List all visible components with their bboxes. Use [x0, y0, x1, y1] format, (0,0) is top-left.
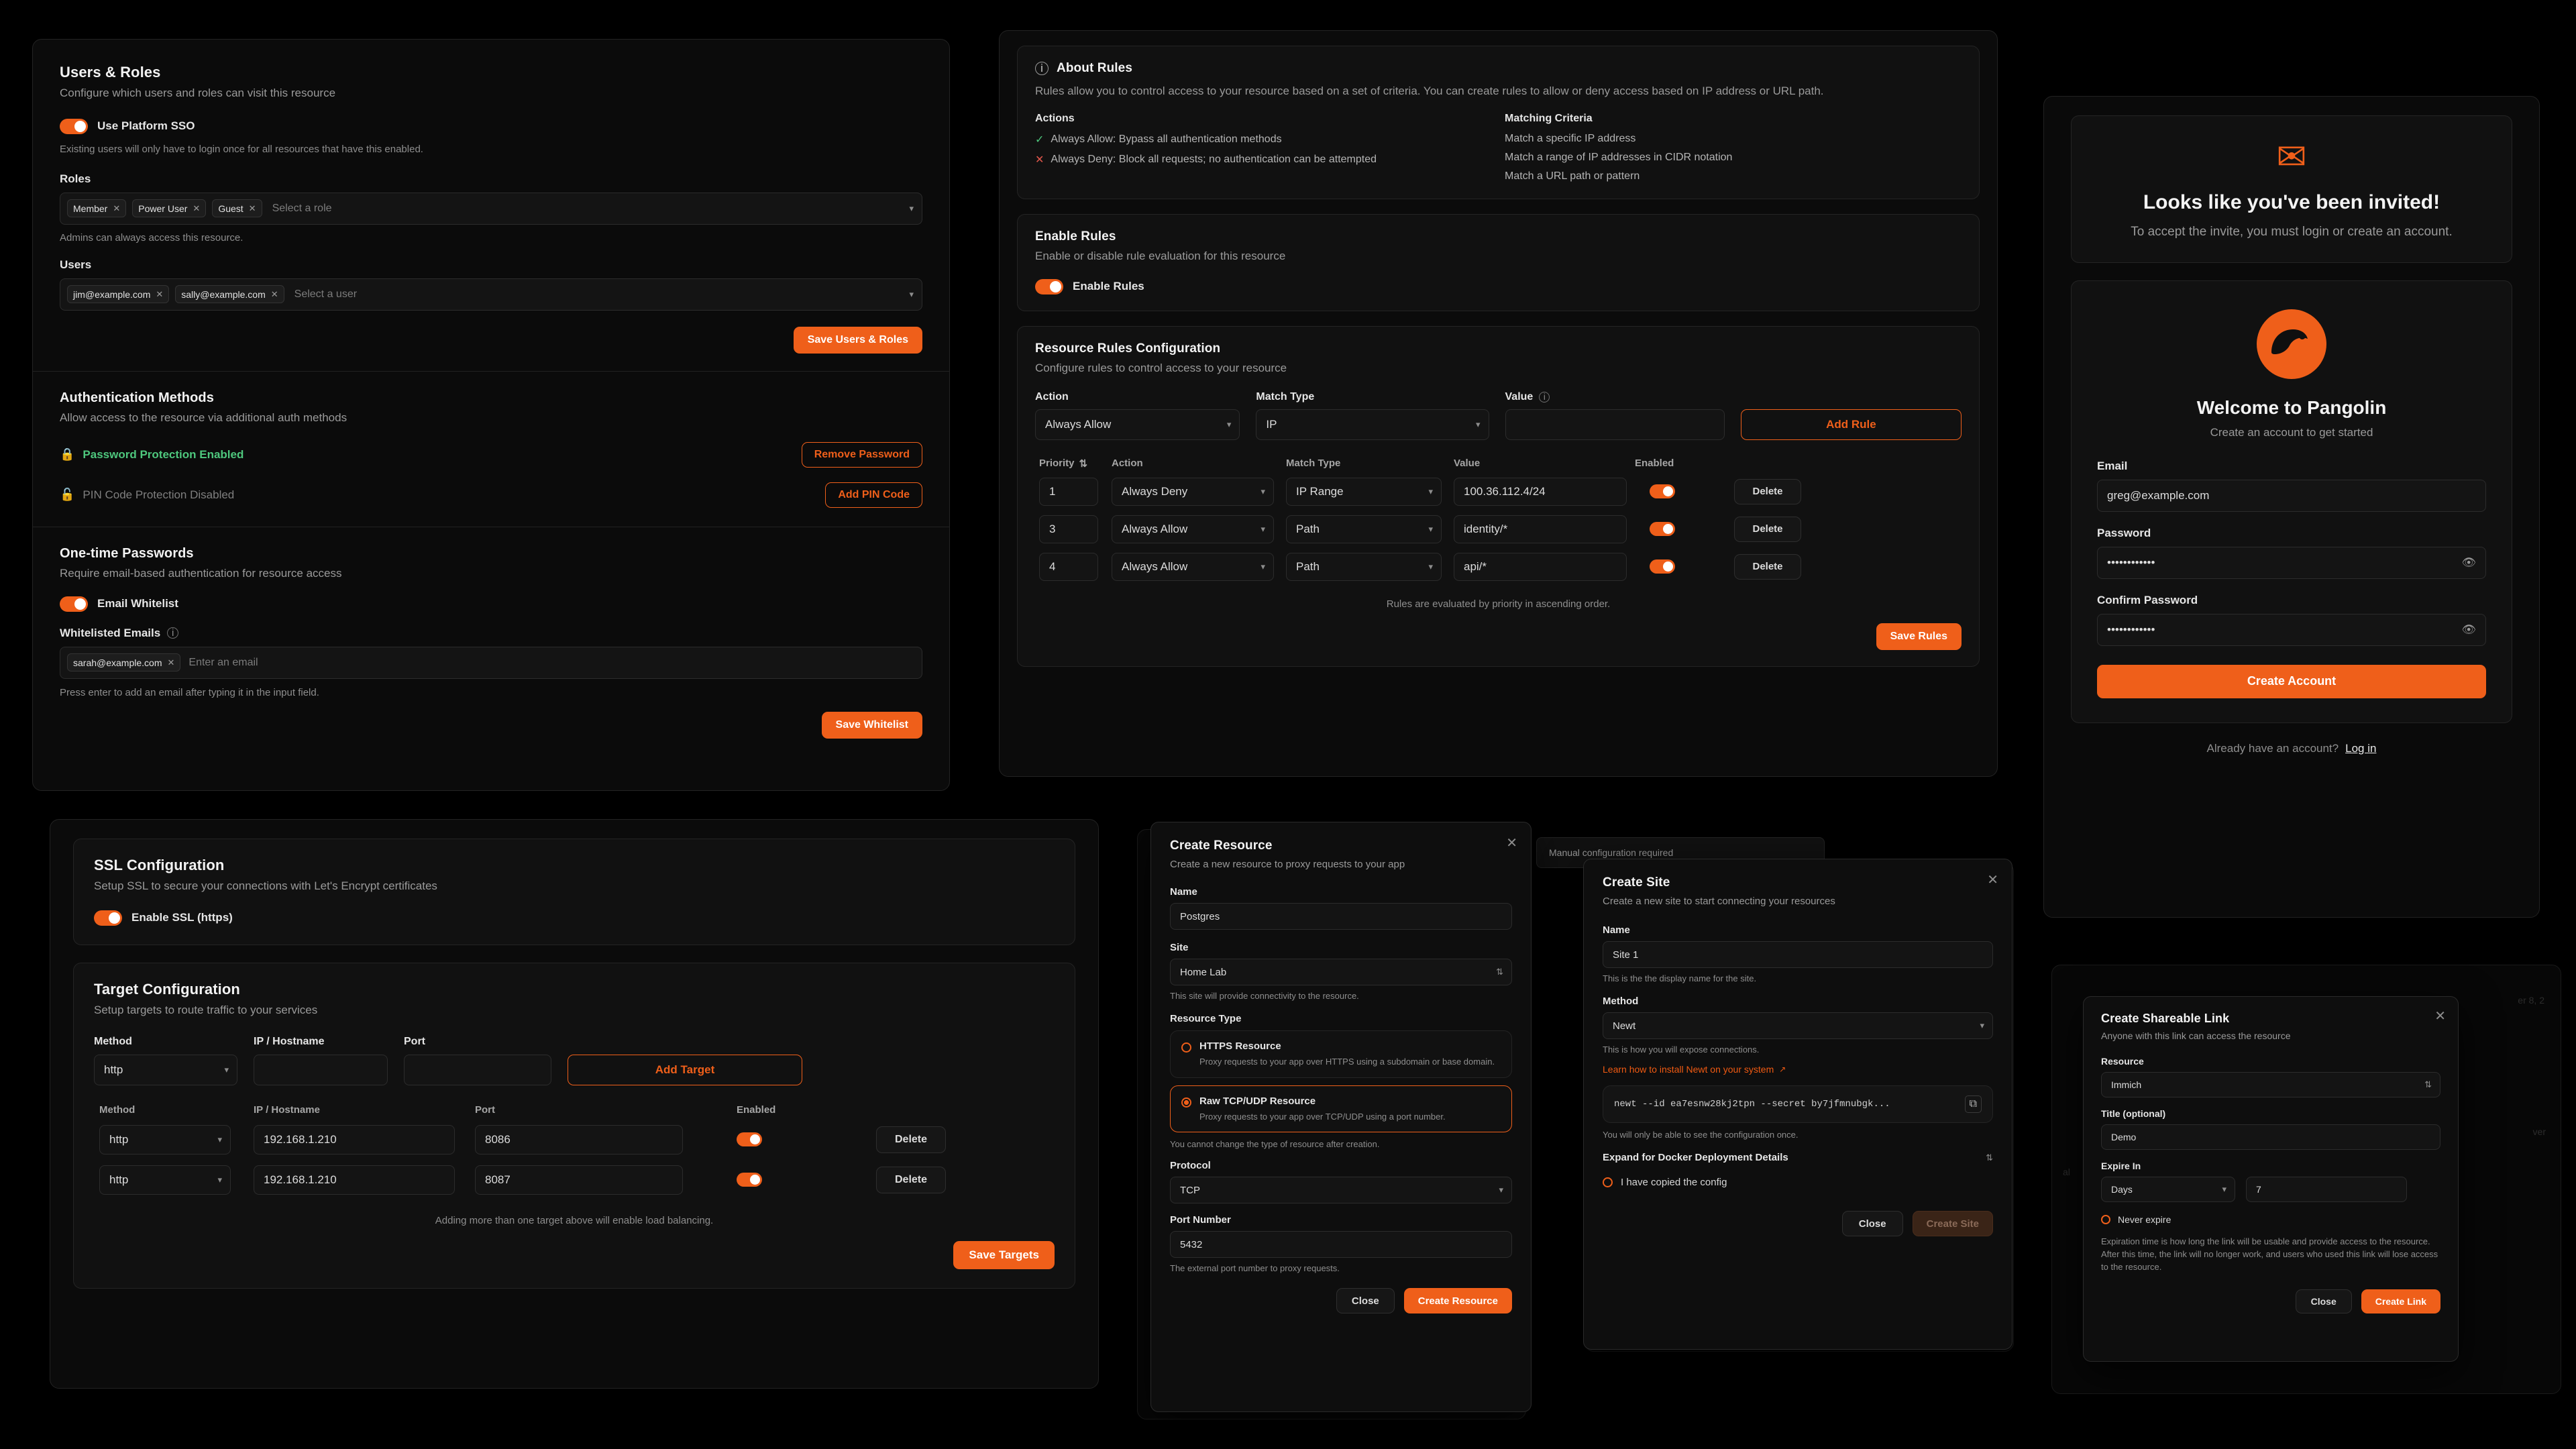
target-port-input[interactable]: 8087: [475, 1165, 683, 1195]
row-delete-button[interactable]: Delete: [1734, 517, 1801, 542]
close-button[interactable]: Close: [1842, 1211, 1903, 1236]
manual-config-text: Manual configuration required: [1549, 847, 1674, 858]
chevron-down-icon[interactable]: ▾: [2222, 1183, 2226, 1194]
site-name-input[interactable]: Site 1: [1603, 941, 1993, 968]
row-value-input[interactable]: 100.36.112.4/24: [1454, 478, 1627, 506]
protocol-label: Protocol: [1170, 1160, 1211, 1172]
share-link-title: Create Shareable Link: [2101, 1012, 2230, 1025]
chevron-down-icon[interactable]: ▾: [1475, 419, 1481, 429]
expand-docker-row[interactable]: [1603, 1152, 1993, 1163]
target-method-select[interactable]: http ▾: [99, 1125, 231, 1155]
add-target-button[interactable]: Add Target: [568, 1055, 802, 1085]
column-enabled: Enabled: [1635, 458, 1674, 470]
roles-select[interactable]: [60, 193, 922, 225]
table-row: [94, 1125, 1055, 1155]
create-site-button[interactable]: Create Site: [1913, 1211, 1993, 1236]
sort-icon[interactable]: ⇅: [1079, 458, 1088, 470]
create-resource-title: Create Resource: [1170, 839, 1273, 853]
create-resource-button[interactable]: Create Resource: [1404, 1288, 1512, 1313]
users-placeholder: Select a user: [294, 288, 358, 300]
whitelist-hint: Press enter to add an email after typing it in the input field.: [60, 686, 319, 698]
row-action-select[interactable]: Always Deny ▾: [1112, 478, 1274, 506]
users-roles-subtitle: Configure which users and roles can visit this resource: [60, 87, 336, 99]
create-resource-modal: [1150, 822, 1532, 1412]
save-whitelist-button[interactable]: Save Whitelist: [822, 712, 922, 739]
ssl-toggle-label: Enable SSL (https): [131, 911, 233, 924]
resource-site-hint: This site will provide connectivity to the resource.: [1170, 991, 1359, 1002]
sso-label: Use Platform SSO: [97, 119, 195, 133]
rules-panel: [999, 30, 1998, 777]
already-account-text: Already have an account?: [2206, 741, 2339, 755]
invite-card: [2071, 115, 2512, 263]
about-rules-card: [1017, 46, 1980, 199]
row-match-select[interactable]: IP Range ▾: [1286, 478, 1442, 506]
action-allow-text: Always Allow: Bypass all authentication methods: [1051, 133, 1282, 145]
copied-config-label: I have copied the config: [1621, 1177, 1727, 1189]
column-priority[interactable]: Priority ⇅: [1039, 458, 1088, 470]
info-icon: i: [1035, 62, 1049, 75]
row-value-input[interactable]: identity/*: [1454, 515, 1627, 543]
ssl-title: SSL Configuration: [94, 857, 225, 873]
resource-type-option-tcp[interactable]: [1170, 1085, 1512, 1133]
column-match-type: Match Type: [1286, 458, 1341, 470]
authentication-methods-card: [33, 372, 949, 527]
target-enabled-toggle[interactable]: [737, 1132, 762, 1146]
port-number-hint: The external port number to proxy requests.: [1170, 1263, 1340, 1274]
port-number-input[interactable]: 5432: [1170, 1231, 1512, 1258]
lock-icon: 🔒: [60, 447, 75, 462]
target-method-select[interactable]: http ▾: [99, 1165, 231, 1195]
user-tag[interactable]: jim@example.com ✕: [67, 285, 169, 303]
create-site-title: Create Site: [1603, 875, 1670, 890]
share-link-subtitle: Anyone with this link can access the resource: [2101, 1030, 2291, 1041]
remove-tag-icon[interactable]: ✕: [270, 288, 278, 299]
column-action: Action: [1112, 458, 1143, 470]
invite-headline: Looks like you've been invited!: [2143, 191, 2440, 213]
expire-in-label: Expire In: [2101, 1160, 2141, 1171]
expand-docker-label: Expand for Docker Deployment Details: [1603, 1152, 1788, 1164]
role-tag[interactable]: Power User ✕: [132, 199, 206, 217]
remove-password-button[interactable]: Remove Password: [802, 442, 922, 468]
enable-rules-toggle-row[interactable]: [1035, 279, 1962, 294]
row-enabled-toggle[interactable]: [1650, 522, 1675, 536]
welcome-subtitle: Create an account to get started: [2210, 425, 2373, 439]
new-rule-match-label: Match Type: [1256, 390, 1315, 402]
eye-icon[interactable]: 👁: [2461, 623, 2476, 636]
resource-type-option-https[interactable]: [1170, 1030, 1512, 1078]
new-rule-action-label: Action: [1035, 390, 1069, 402]
new-rule-value-input[interactable]: [1505, 409, 1725, 440]
close-icon[interactable]: ✕: [1987, 873, 1998, 888]
resource-type-label: Resource Type: [1170, 1013, 1242, 1025]
close-icon[interactable]: ✕: [2434, 1009, 2446, 1024]
one-time-passwords-card: [33, 527, 949, 759]
new-rule-value-label: Value: [1505, 390, 1534, 402]
create-site-modal: [1583, 859, 2012, 1350]
port-number-label: Port Number: [1170, 1214, 1231, 1226]
confirm-password-label: Confirm Password: [2097, 593, 2198, 606]
new-target-method-label: Method: [94, 1035, 132, 1047]
chevron-updown-icon[interactable]: ⇅: [2424, 1079, 2432, 1089]
save-rules-button[interactable]: Save Rules: [1876, 623, 1962, 650]
row-match-select[interactable]: Path ▾: [1286, 553, 1442, 581]
option-tcp-title: Raw TCP/UDP Resource: [1199, 1095, 1316, 1107]
save-users-roles-button[interactable]: Save Users & Roles: [794, 327, 922, 354]
otp-subtitle: Require email-based authentication for resource access: [60, 566, 342, 580]
welcome-title: Welcome to Pangolin: [2196, 396, 2387, 418]
pangolin-logo-icon: [2251, 304, 2332, 384]
chevron-down-icon[interactable]: ▾: [1980, 1020, 1984, 1031]
criteria-item: Match a range of IP addresses in CIDR notation: [1505, 151, 1733, 163]
targets-subtitle: Setup targets to route traffic to your services: [94, 1003, 318, 1016]
new-target-port-input[interactable]: [404, 1055, 551, 1085]
column-port: Port: [475, 1104, 495, 1116]
target-delete-button[interactable]: Delete: [876, 1167, 946, 1193]
enable-rules-subtitle: Enable or disable rule evaluation for this resource: [1035, 249, 1286, 262]
expire-unit-select[interactable]: Days ▾: [2101, 1177, 2235, 1202]
resource-type-hint: You cannot change the type of resource after creation.: [1170, 1139, 1380, 1150]
close-button[interactable]: Close: [1336, 1288, 1395, 1313]
table-row: [1035, 515, 1962, 543]
row-priority-input[interactable]: 4: [1039, 553, 1098, 581]
chevron-down-icon[interactable]: ▾: [217, 1134, 222, 1144]
row-priority-input[interactable]: 3: [1039, 515, 1098, 543]
otp-title: One-time Passwords: [60, 545, 194, 561]
ssl-toggle[interactable]: [94, 910, 122, 926]
site-name-hint: This is the the display name for the site.: [1603, 973, 1757, 984]
sso-toggle[interactable]: [60, 119, 88, 134]
newt-command-box[interactable]: [1603, 1085, 1993, 1123]
resource-name-label: Name: [1170, 886, 1197, 898]
users-roles-title: Users & Roles: [60, 64, 161, 80]
target-enabled-toggle[interactable]: [737, 1173, 762, 1187]
site-method-select[interactable]: Newt ▾: [1603, 1012, 1993, 1039]
share-resource-select[interactable]: Immich ⇅: [2101, 1072, 2440, 1097]
chevron-down-icon[interactable]: ▾: [1499, 1185, 1503, 1195]
email-field[interactable]: greg@example.com: [2097, 480, 2486, 512]
resource-auth-panel: [32, 39, 950, 791]
row-enabled-toggle[interactable]: [1650, 559, 1675, 574]
share-resource-label: Resource: [2101, 1055, 2144, 1067]
remove-tag-icon[interactable]: ✕: [113, 203, 121, 213]
password-field[interactable]: •••••••••••• 👁: [2097, 547, 2486, 579]
target-port-input[interactable]: 8086: [475, 1125, 683, 1155]
login-link[interactable]: Log in: [2345, 741, 2377, 755]
never-expire-label: Never expire: [2118, 1214, 2171, 1225]
mail-icon: ✉: [2276, 137, 2307, 177]
criteria-item: Match a specific IP address: [1505, 132, 1636, 144]
new-target-port-label: Port: [404, 1035, 425, 1047]
target-configuration-card: [73, 963, 1075, 1289]
row-delete-button[interactable]: Delete: [1734, 479, 1801, 504]
share-title-label: Title (optional): [2101, 1108, 2166, 1119]
criteria-item: Match a URL path or pattern: [1505, 170, 1640, 182]
protocol-select[interactable]: TCP ▾: [1170, 1177, 1512, 1203]
targets-title: Target Configuration: [94, 980, 240, 998]
share-title-input[interactable]: Demo: [2101, 1124, 2440, 1150]
action-deny-text: Always Deny: Block all requests; no authentication can be attempted: [1051, 153, 1377, 165]
chevron-down-icon[interactable]: ▾: [1226, 419, 1232, 429]
users-label: Users: [60, 258, 92, 271]
row-value-input[interactable]: api/*: [1454, 553, 1627, 581]
invite-body: To accept the invite, you must login or create an account.: [2131, 225, 2453, 239]
email-placeholder: Enter an email: [189, 656, 258, 668]
row-match-select[interactable]: Path ▾: [1286, 515, 1442, 543]
email-whitelist-label: Email Whitelist: [97, 597, 178, 610]
email-tag[interactable]: sarah@example.com ✕: [67, 653, 180, 672]
enable-rules-toggle[interactable]: [1035, 279, 1063, 294]
new-target-ip-label: IP / Hostname: [254, 1035, 325, 1047]
password-label: Password: [2097, 526, 2151, 539]
pin-status: PIN Code Protection Disabled: [83, 488, 235, 501]
enable-rules-card: [1017, 214, 1980, 311]
create-link-button[interactable]: Create Link: [2361, 1289, 2440, 1313]
radio-https[interactable]: [1181, 1042, 1191, 1053]
chevron-down-icon[interactable]: ▾: [909, 203, 914, 213]
backdrop-text: ver: [2532, 1126, 2546, 1137]
check-icon: ✓: [1035, 133, 1044, 146]
external-link-icon[interactable]: ↗: [1779, 1065, 1786, 1075]
create-resource-subtitle: Create a new resource to proxy requests to your app: [1170, 859, 1405, 870]
close-button[interactable]: Close: [2296, 1289, 2352, 1313]
invite-panel: [2043, 96, 2540, 918]
confirm-password-field[interactable]: •••••••••••• 👁: [2097, 614, 2486, 646]
target-ip-input[interactable]: 192.168.1.210: [254, 1165, 455, 1195]
actions-title: Actions: [1035, 112, 1075, 124]
close-icon[interactable]: ✕: [1506, 836, 1517, 851]
newt-command-hint: You will only be able to see the configuration once.: [1603, 1130, 1799, 1140]
auth-methods-title: Authentication Methods: [60, 390, 214, 405]
remove-tag-icon[interactable]: ✕: [248, 203, 256, 213]
save-targets-button[interactable]: Save Targets: [953, 1241, 1055, 1269]
roles-hint: Admins can always access this resource.: [60, 231, 244, 244]
new-rule-action-select[interactable]: Always Allow ▾: [1035, 409, 1240, 440]
create-site-subtitle: Create a new site to start connecting your resources: [1603, 896, 1835, 907]
resource-site-label: Site: [1170, 942, 1189, 954]
email-whitelist-toggle-row[interactable]: [60, 596, 922, 612]
resource-name-input[interactable]: Postgres: [1170, 903, 1512, 930]
site-method-label: Method: [1603, 996, 1639, 1008]
row-enabled-toggle[interactable]: [1650, 484, 1675, 498]
rules-config-subtitle: Configure rules to control access to your resource: [1035, 361, 1287, 374]
radio-copied-config[interactable]: [1603, 1177, 1613, 1187]
rules-footnote: Rules are evaluated by priority in ascending order.: [1386, 598, 1611, 610]
whitelist-input[interactable]: [60, 647, 922, 679]
email-whitelist-toggle[interactable]: [60, 596, 88, 612]
users-roles-card: [33, 40, 949, 371]
ssl-targets-panel: [50, 819, 1099, 1389]
learn-newt-link[interactable]: Learn how to install Newt on your system: [1603, 1064, 1774, 1075]
rules-config-title: Resource Rules Configuration: [1035, 341, 1221, 356]
site-name-label: Name: [1603, 924, 1630, 936]
site-method-hint: This is how you will expose connections.: [1603, 1044, 1760, 1055]
chevron-down-icon[interactable]: ▾: [224, 1064, 229, 1075]
targets-footnote: Adding more than one target above will enable load balancing.: [435, 1214, 714, 1226]
table-row: [94, 1165, 1055, 1195]
backdrop-text: er 8, 2: [2518, 995, 2544, 1006]
expire-amount-input[interactable]: 7: [2246, 1177, 2407, 1202]
chevron-down-icon[interactable]: ▾: [1428, 523, 1433, 534]
chevron-down-icon[interactable]: ▾: [1428, 561, 1433, 572]
ssl-toggle-row[interactable]: [94, 910, 1055, 926]
new-rule-match-select[interactable]: IP ▾: [1256, 409, 1489, 440]
column-value: Value: [1454, 458, 1481, 470]
target-delete-button[interactable]: Delete: [876, 1126, 946, 1153]
option-https-desc: Proxy requests to your app over HTTPS using a subdomain or base domain.: [1199, 1057, 1495, 1067]
remove-tag-icon[interactable]: ✕: [156, 288, 164, 299]
lock-open-icon: 🔓: [60, 488, 75, 502]
add-pin-code-button[interactable]: Add PIN Code: [825, 482, 922, 508]
chevron-down-icon[interactable]: ▾: [909, 288, 914, 299]
rules-configuration-card: [1017, 326, 1980, 667]
sso-toggle-row[interactable]: [60, 119, 922, 134]
copy-icon[interactable]: ⧉: [1965, 1095, 1982, 1113]
sso-hint: Existing users will only have to login once for all resources that have this enabled.: [60, 143, 423, 155]
option-https-title: HTTPS Resource: [1199, 1040, 1281, 1053]
copied-config-row[interactable]: [1603, 1177, 1993, 1188]
row-priority-input[interactable]: 1: [1039, 478, 1098, 506]
radio-tcp-udp[interactable]: [1181, 1097, 1191, 1108]
enable-rules-title: Enable Rules: [1035, 229, 1116, 244]
role-tag[interactable]: Guest ✕: [212, 199, 262, 217]
chevron-down-icon[interactable]: ▾: [217, 1174, 222, 1185]
chevron-down-icon[interactable]: ▾: [1260, 486, 1265, 496]
column-enabled: Enabled: [737, 1104, 776, 1116]
new-target-ip-input[interactable]: [254, 1055, 388, 1085]
table-row: [1035, 553, 1962, 581]
auth-methods-subtitle: Allow access to the resource via additional auth methods: [60, 411, 347, 424]
chevron-down-icon[interactable]: ▾: [1260, 561, 1265, 572]
target-ip-input[interactable]: 192.168.1.210: [254, 1125, 455, 1155]
new-target-method-select[interactable]: http ▾: [94, 1055, 237, 1085]
row-action-select[interactable]: Always Allow ▾: [1112, 515, 1274, 543]
ssl-configuration-card: [73, 839, 1075, 945]
add-rule-button[interactable]: Add Rule: [1741, 409, 1962, 440]
remove-tag-icon[interactable]: ✕: [193, 203, 201, 213]
whitelisted-emails-label: Whitelisted Emails: [60, 626, 161, 639]
roles-label: Roles: [60, 172, 91, 185]
users-select[interactable]: [60, 278, 922, 311]
row-delete-button[interactable]: Delete: [1734, 554, 1801, 580]
criteria-title: Matching Criteria: [1505, 112, 1593, 124]
enable-rules-label: Enable Rules: [1073, 280, 1144, 293]
email-label: Email: [2097, 459, 2128, 472]
column-ip: IP / Hostname: [254, 1104, 320, 1116]
newt-command-text: newt --id ea7esnw28kj2tpn --secret by7jfmnubgk...: [1614, 1099, 1890, 1110]
chevron-down-icon[interactable]: ▾: [1260, 523, 1265, 534]
about-rules-title: About Rules: [1057, 61, 1132, 75]
cross-icon: ✕: [1035, 154, 1044, 166]
remove-tag-icon[interactable]: ✕: [167, 657, 175, 667]
about-rules-subtitle: Rules allow you to control access to your resource based on a set of criteria. You can create rules to allow or deny access based on IP address or URL path.: [1035, 85, 1824, 97]
create-shareable-link-modal: [2083, 996, 2459, 1362]
resource-site-select[interactable]: Home Lab ⇅: [1170, 959, 1512, 985]
password-status: Password Protection Enabled: [83, 447, 244, 461]
option-tcp-desc: Proxy requests to your app over TCP/UDP using a port number.: [1199, 1111, 1446, 1122]
eye-icon[interactable]: 👁: [2461, 555, 2476, 569]
info-icon[interactable]: i: [1539, 392, 1550, 402]
table-row: [1035, 478, 1962, 506]
row-action-select[interactable]: Always Allow ▾: [1112, 553, 1274, 581]
backdrop-text: al: [2063, 1167, 2070, 1177]
create-account-button[interactable]: Create Account: [2097, 665, 2486, 698]
ssl-subtitle: Setup SSL to secure your connections with Let's Encrypt certificates: [94, 879, 437, 892]
chevron-down-icon[interactable]: ▾: [1428, 486, 1433, 496]
user-tag[interactable]: sally@example.com ✕: [175, 285, 284, 303]
share-link-hint: Expiration time is how long the link will be usable and provide access to the resource. After this time, the link will no longer work, and users who used this link will lose access to the resource.: [2101, 1236, 2438, 1272]
info-icon[interactable]: i: [167, 627, 178, 639]
never-expire-row[interactable]: [2101, 1214, 2440, 1225]
roles-placeholder: Select a role: [272, 202, 332, 214]
chevron-updown-icon[interactable]: ⇅: [1986, 1152, 1993, 1163]
column-method: Method: [99, 1104, 136, 1116]
signup-card: [2071, 280, 2512, 723]
chevron-updown-icon[interactable]: ⇅: [1496, 967, 1503, 977]
radio-never-expire[interactable]: [2101, 1215, 2110, 1224]
role-tag[interactable]: Member ✕: [67, 199, 126, 217]
